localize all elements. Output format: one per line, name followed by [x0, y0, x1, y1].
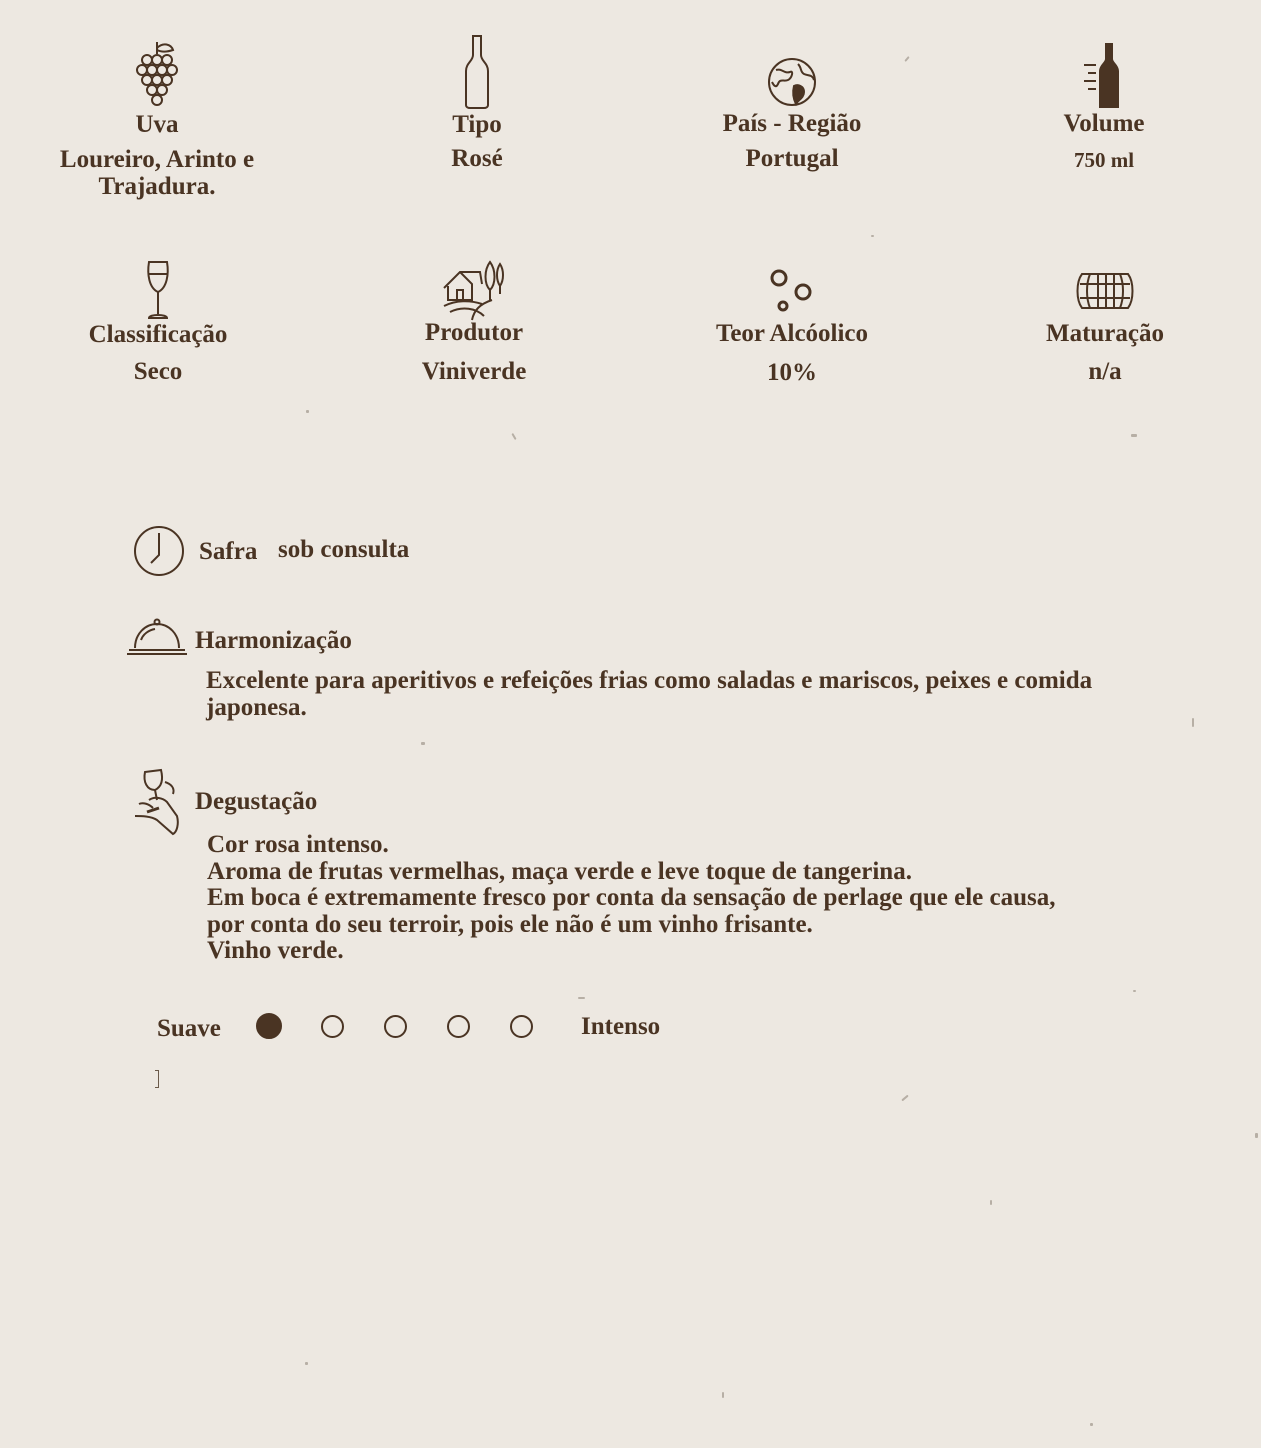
attribute-value: n/a: [1088, 358, 1122, 385]
intensity-dot: [321, 1015, 344, 1038]
attribute-label: Maturação: [1045, 320, 1165, 347]
harmonizacao-label: Harmonização: [195, 627, 352, 654]
attribute-label: País - Região: [722, 110, 862, 137]
attribute-label: Volume: [1063, 110, 1145, 137]
bottle-volume-icon: [964, 43, 1244, 109]
attribute-value: Viniverde: [421, 358, 527, 385]
attribute-value: Rosé: [451, 145, 503, 172]
attribute-value: Portugal: [745, 145, 839, 172]
bubbles-icon: [652, 268, 932, 314]
attribute-label: Tipo: [452, 111, 502, 138]
attribute-label: Uva: [135, 111, 179, 138]
attribute-label: Classificação: [88, 321, 228, 348]
barrel-icon: [965, 270, 1245, 312]
safra-value: sob consulta: [278, 536, 410, 563]
degustacao-label: Degustação: [195, 788, 318, 815]
intensity-dot: [384, 1015, 407, 1038]
attribute-value: 750 ml: [1073, 148, 1135, 172]
intensity-dot: [510, 1015, 533, 1038]
vineyard-icon: [334, 260, 614, 322]
wine-bottle-icon: [337, 35, 617, 109]
intensity-dot: [256, 1013, 282, 1039]
attribute-value: Seco: [133, 358, 183, 385]
attribute-value: 10%: [767, 359, 817, 386]
globe-icon: [652, 56, 932, 108]
attribute-label: Produtor: [424, 319, 524, 346]
attribute-label: Teor Alcóolico: [715, 320, 869, 347]
wine-glass-icon: [18, 260, 298, 320]
cloche-icon: [127, 618, 187, 656]
text-cursor: [155, 1070, 159, 1088]
grapes-icon: [17, 40, 297, 108]
attribute-value: Loureiro, Arinto e Trajadura.: [59, 146, 255, 200]
intensity-max-label: Intenso: [581, 1013, 661, 1040]
harmonizacao-text: Excelente para aperitivos e refeições frias como saladas e mariscos, peixes e comida japonesa.: [206, 667, 1093, 721]
clock-icon: [133, 525, 185, 577]
intensity-min-label: Suave: [157, 1015, 221, 1042]
degustacao-text: Cor rosa intenso. Aroma de frutas vermelhas, maça verde e leve toque de tangerina. Em boca é extremamente fresco por conta da sensação de perlage que ele causa, por conta do seu terroir, pois ele não é um vinho frisante. Vinho verde.: [207, 831, 1056, 964]
intensity-dot: [447, 1015, 470, 1038]
safra-label: Safra: [199, 538, 258, 565]
tasting-glass-icon: [133, 768, 183, 836]
